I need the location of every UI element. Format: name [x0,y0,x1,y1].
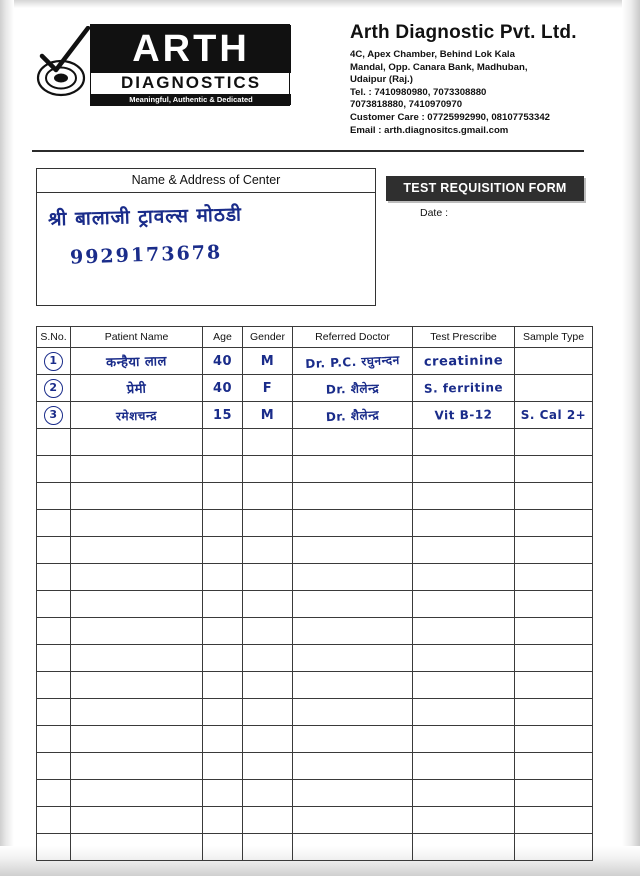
center-name-handwritten: श्री बालाजी ट्रावल्स मोठडी [47,203,243,231]
cell-empty [71,510,203,537]
cell-empty [71,834,203,861]
cell-empty [203,699,243,726]
cell-age [203,402,243,429]
cell-empty [413,753,515,780]
cell-empty [37,780,71,807]
table-row-empty [37,834,593,861]
cell-empty [243,456,293,483]
cell-empty [293,591,413,618]
cell-referred-doctor [293,375,413,402]
cell-sno [37,402,71,429]
cell-empty [293,807,413,834]
cell-age [203,348,243,375]
cell-empty [413,834,515,861]
table-row-empty [37,510,593,537]
arth-logo-box [90,24,290,106]
cell-empty [243,672,293,699]
cell-empty [37,618,71,645]
cell-empty [71,429,203,456]
cell-empty [37,699,71,726]
arth-logo-mark-icon [36,26,94,98]
cell-empty [515,726,593,753]
referred-doctor-handwritten: Dr. शैलेन्द्र [325,407,380,424]
cell-empty [515,564,593,591]
column-header-gender: Gender [243,327,293,348]
cell-empty [515,429,593,456]
cell-empty [243,807,293,834]
cell-referred-doctor [293,402,413,429]
center-box-title: Name & Address of Center [37,169,375,193]
date-label: Date : [420,207,449,219]
test-prescribe-handwritten: creatinine [423,352,504,370]
referred-doctor-handwritten: Dr. P.C. रघुनन्दन [305,352,401,371]
column-header-age: Age [203,327,243,348]
table-row-empty [37,564,593,591]
cell-sample-type [515,348,593,375]
cell-empty [293,726,413,753]
table-row-empty [37,726,593,753]
cell-empty [413,564,515,591]
cell-empty [71,456,203,483]
table-row [37,348,593,375]
test-requisition-form-banner: TEST REQUISITION FORM [386,176,584,201]
cell-empty [243,564,293,591]
cell-empty [515,834,593,861]
test-prescribe-handwritten: Vit B-12 [434,407,493,423]
table-body [37,348,593,429]
cell-empty [71,591,203,618]
cell-sno [37,375,71,402]
cell-empty [243,753,293,780]
referred-doctor-handwritten: Dr. शैलेन्द्र [325,380,380,397]
cell-empty [515,780,593,807]
cell-empty [203,834,243,861]
cell-empty [293,780,413,807]
cell-empty [413,699,515,726]
cell-empty [243,645,293,672]
cell-empty [37,510,71,537]
cell-empty [71,537,203,564]
cell-empty [243,429,293,456]
table-row-empty [37,618,593,645]
cell-empty [413,537,515,564]
cell-empty [293,645,413,672]
logo-sub-text: DIAGNOSTICS [120,73,262,92]
cell-empty [293,834,413,861]
cell-empty [37,807,71,834]
sample-type-handwritten [515,348,592,374]
table-row-empty [37,699,593,726]
company-phone-line: 7073818880, 7410970970 [350,99,463,111]
cell-empty [71,699,203,726]
logo-brand-text: ARTH [91,25,291,73]
cell-test-prescribe [413,348,515,375]
cell-empty [203,753,243,780]
cell-empty [293,483,413,510]
gender-handwritten: F [262,380,273,396]
cell-empty [515,618,593,645]
cell-empty [515,645,593,672]
cell-empty [413,429,515,456]
cell-sno [37,348,71,375]
cell-gender [243,348,293,375]
table-row-empty [37,753,593,780]
test-prescribe-handwritten: S. ferritine [423,380,504,396]
table-row-empty [37,537,593,564]
company-address-line: Mandal, Opp. Canara Bank, Madhuban, [350,61,528,73]
cell-empty [37,429,71,456]
cell-empty [293,672,413,699]
cell-empty [515,672,593,699]
table-blank-rows [37,429,593,861]
cell-empty [413,456,515,483]
cell-empty [293,456,413,483]
column-header-sample-type: Sample Type [515,327,593,348]
cell-empty [243,618,293,645]
patient-register-table-wrap [36,326,592,861]
cell-age [203,375,243,402]
cell-empty [203,510,243,537]
table-row-empty [37,429,593,456]
cell-empty [71,645,203,672]
cell-sample-type [515,375,593,402]
cell-empty [37,834,71,861]
column-header-sno: S.No. [37,327,71,348]
cell-empty [37,537,71,564]
cell-empty [413,807,515,834]
cell-test-prescribe [413,375,515,402]
cell-empty [203,483,243,510]
cell-empty [71,807,203,834]
cell-empty [37,726,71,753]
patient-name-handwritten: कन्हैया लाल [105,354,168,371]
cell-empty [203,726,243,753]
cell-empty [203,780,243,807]
table-row-empty [37,672,593,699]
column-header-test-prescribe: Test Prescribe [413,327,515,348]
cell-empty [203,537,243,564]
cell-empty [413,672,515,699]
sample-type-handwritten: S. Cal 2+ [520,408,587,422]
cell-empty [243,510,293,537]
cell-patient-name [71,402,203,429]
company-block [350,22,640,137]
cell-empty [243,699,293,726]
table-row [37,402,593,429]
cell-empty [37,591,71,618]
company-address-line: Udaipur (Raj.) [350,74,413,86]
letterhead-header [28,16,612,140]
table-row-empty [37,591,593,618]
cell-empty [203,645,243,672]
cell-referred-doctor [293,348,413,375]
sno-handwritten: 1 [44,352,63,371]
table-row-empty [37,456,593,483]
table-row-empty [37,780,593,807]
table-row [37,375,593,402]
header-divider [32,150,584,152]
cell-empty [515,510,593,537]
cell-empty [71,672,203,699]
cell-empty [243,780,293,807]
company-phone-line: Tel. : 7410980980, 7073308880 [350,86,487,98]
cell-empty [243,537,293,564]
cell-empty [293,537,413,564]
cell-empty [515,753,593,780]
table-row-empty [37,645,593,672]
cell-empty [293,753,413,780]
company-customer-care-line: Customer Care : 07725992990, 08107753342 [350,111,551,123]
cell-patient-name [71,375,203,402]
table-row-empty [37,483,593,510]
cell-patient-name [71,348,203,375]
cell-empty [37,456,71,483]
table-row-empty [37,807,593,834]
sample-type-handwritten [515,375,592,401]
cell-empty [37,564,71,591]
logo-tagline-text: Meaningful, Authentic & Dedicated [91,94,291,105]
cell-empty [71,564,203,591]
age-handwritten: 40 [212,353,233,369]
cell-empty [71,618,203,645]
cell-empty [203,429,243,456]
cell-empty [293,564,413,591]
cell-empty [413,645,515,672]
cell-empty [71,726,203,753]
gender-handwritten: M [260,407,275,423]
cell-empty [243,483,293,510]
cell-empty [37,753,71,780]
table-header-row [37,327,593,348]
cell-empty [293,429,413,456]
cell-empty [37,672,71,699]
sno-handwritten: 2 [44,379,63,398]
cell-empty [243,726,293,753]
patient-name-handwritten: रमेशचन्द्र [115,407,158,424]
cell-empty [293,510,413,537]
patient-name-handwritten: प्रेमी [126,381,147,398]
cell-empty [293,699,413,726]
company-address-line: 4C, Apex Chamber, Behind Lok Kala [350,49,515,60]
gender-handwritten: M [260,353,275,369]
cell-empty [515,699,593,726]
cell-empty [203,618,243,645]
cell-empty [71,753,203,780]
cell-empty [37,645,71,672]
scan-edge-top [0,0,640,8]
cell-empty [515,483,593,510]
center-phone-handwritten: 9929173678 [69,241,223,269]
company-email-line: Email : arth.diagnositcs.gmail.com [350,124,509,136]
cell-empty [71,483,203,510]
column-header-referred-doctor: Referred Doctor [293,327,413,348]
cell-empty [243,591,293,618]
cell-gender [243,402,293,429]
cell-empty [413,726,515,753]
cell-empty [413,510,515,537]
cell-empty [413,618,515,645]
cell-empty [203,564,243,591]
center-name-address-box [36,168,376,306]
cell-empty [71,780,203,807]
cell-empty [203,672,243,699]
cell-gender [243,375,293,402]
company-name: Arth Diagnostic Pvt. Ltd. [350,22,577,43]
sno-handwritten: 3 [44,406,63,425]
cell-empty [37,483,71,510]
cell-empty [203,456,243,483]
cell-empty [515,537,593,564]
cell-empty [203,807,243,834]
age-handwritten: 15 [212,407,233,423]
cell-empty [203,591,243,618]
cell-empty [243,834,293,861]
age-handwritten: 40 [212,380,233,396]
cell-empty [515,807,593,834]
column-header-patient-name: Patient Name [71,327,203,348]
cell-empty [515,591,593,618]
cell-empty [413,591,515,618]
cell-empty [515,456,593,483]
patient-register-table [36,326,593,861]
cell-test-prescribe [413,402,515,429]
cell-empty [293,618,413,645]
cell-empty [413,483,515,510]
scan-edge-left [0,0,14,876]
cell-sample-type [515,402,593,429]
cell-empty [413,780,515,807]
